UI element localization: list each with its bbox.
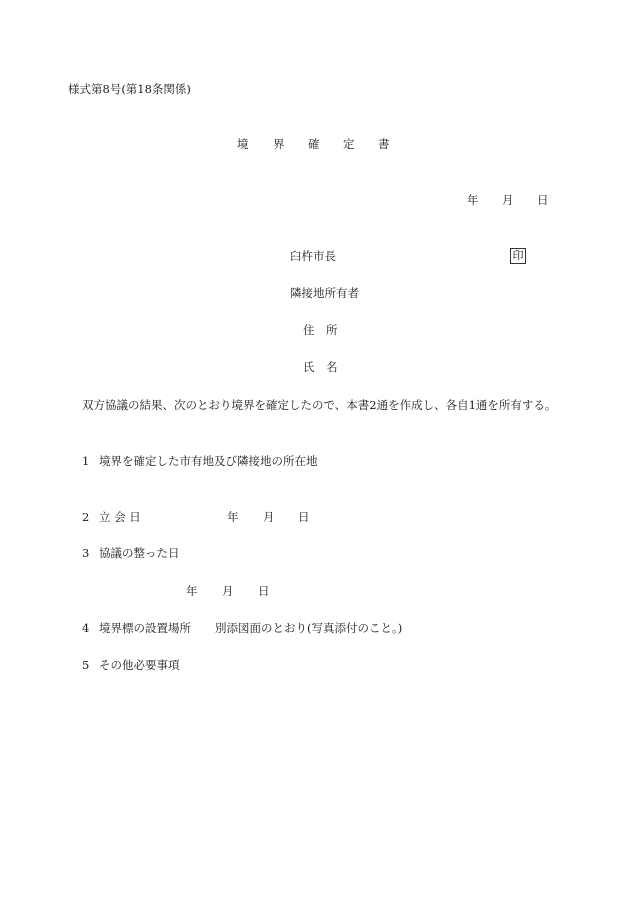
agreement-statement: 双方協議の結果、次のとおり境界を確定したので、本書2通を作成し、各自1通を所有する。 <box>82 398 557 412</box>
item-year: 年 <box>186 584 198 598</box>
date-year: 年 <box>467 193 479 207</box>
item-year: 年 <box>227 510 239 524</box>
item-day: 日 <box>258 584 270 598</box>
form-number: 様式第8号(第18条関係) <box>68 82 191 96</box>
neighbor-owner-label: 隣接地所有者 <box>290 286 359 300</box>
item-text: 協議の整った日 <box>99 546 180 560</box>
item-text: その他必要事項 <box>99 658 180 672</box>
document-page: 様式第8号(第18条関係) 境 界 確 定 書 年 月 日 臼杵市長 印 隣接地所有者 住 所 氏 名 双方協議の結果、次のとおり境界を確定したので、本書2通を作成し、各自1通を所有する。 1 境界を確定した市有地及び隣接地の所在地 2 立 会 日 年 月 日 3 協議の整った日 年 月 日 4 境界標の設置場所 別添図面のとおり(写真添付のこと。) 5 その他必要事項 <box>68 82 557 672</box>
title-char: 定 <box>343 137 355 151</box>
date-day: 日 <box>537 193 549 207</box>
item-text: 境界標の設置場所 <box>99 621 191 635</box>
mayor-label: 臼杵市長 <box>290 249 336 263</box>
seal-mark: 印 <box>510 248 526 264</box>
item-text: 立 会 日 <box>99 510 141 524</box>
date-month: 月 <box>502 193 514 207</box>
item-month: 月 <box>263 510 275 524</box>
title-char: 書 <box>378 137 390 151</box>
item-text: 境界を確定した市有地及び隣接地の所在地 <box>99 454 318 468</box>
item-number: 1 <box>82 454 90 468</box>
item-detail: 別添図面のとおり(写真添付のこと。) <box>215 621 403 635</box>
item-number: 2 <box>82 510 90 524</box>
item-number: 4 <box>82 621 90 635</box>
item-number: 3 <box>82 546 90 560</box>
title-char: 界 <box>273 137 285 151</box>
item-month: 月 <box>222 584 234 598</box>
title-char: 境 <box>237 137 249 151</box>
title-char: 確 <box>308 137 320 151</box>
item-number: 5 <box>82 658 90 672</box>
item-day: 日 <box>298 510 310 524</box>
